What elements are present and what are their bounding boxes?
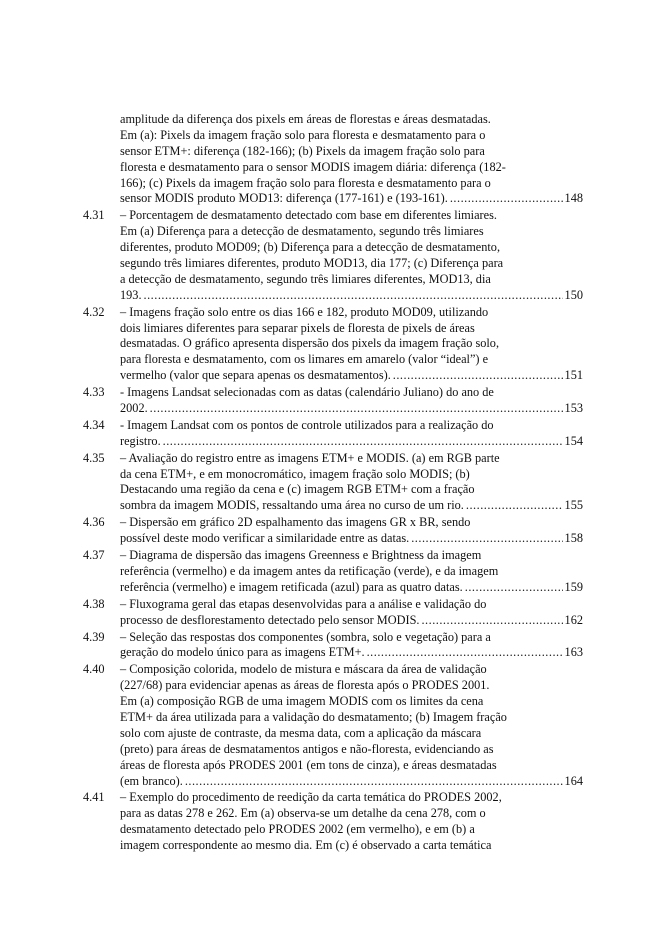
caption-line: - Imagem Landsat com os pontos de controle utilizados para a realização do — [120, 417, 494, 432]
caption-line: referência (vermelho) e imagem retificada (azul) para as quatro datas. — [120, 579, 463, 594]
figure-entry — [83, 630, 583, 662]
figure-number: 4.33 — [83, 385, 105, 400]
figure-entry — [83, 112, 583, 207]
caption-line: registro. — [120, 433, 161, 448]
caption-last-line — [120, 434, 583, 450]
dot-leader — [421, 613, 562, 629]
figure-entry — [83, 662, 583, 789]
caption-last-line — [120, 774, 583, 790]
caption-line: sensor ETM+: diferença (182-166); (b) Pixels da imagem fração solo para — [120, 143, 485, 158]
figure-entry — [83, 385, 583, 417]
figure-number: 4.34 — [83, 417, 105, 432]
page-number[interactable]: 163 — [564, 645, 583, 660]
figure-number: 4.38 — [83, 596, 105, 611]
figure-entry — [83, 790, 583, 854]
page-number[interactable]: 151 — [564, 368, 583, 383]
caption-last-line — [120, 580, 583, 596]
figure-number: 4.36 — [83, 515, 105, 530]
caption-line: para floresta e desmatamento, com os limares em amarelo (valor “ideal”) e — [120, 352, 489, 367]
caption-line: Em (a) composição RGB de uma imagem MODIS com os limites da cena — [120, 694, 484, 709]
figure-entry — [83, 597, 583, 629]
caption-line: sensor MODIS produto MOD13: diferença (177-161) e (193-161). — [120, 191, 448, 206]
dot-leader — [465, 580, 563, 596]
dot-leader — [393, 368, 563, 384]
caption-line: 2002. — [120, 401, 148, 416]
figure-entry — [83, 208, 583, 303]
figure-entry — [83, 548, 583, 596]
caption-line: 193. — [120, 287, 142, 302]
caption-last-line — [120, 288, 583, 304]
caption-line: – Seleção das respostas dos componentes (sombra, solo e vegetação) para a — [120, 629, 491, 644]
caption-line: – Dispersão em gráfico 2D espalhamento das imagens GR x BR, sendo — [120, 515, 471, 530]
caption-line: Em (a): Pixels da imagem fração solo para floresta e desmatamento para o — [120, 127, 486, 142]
caption-last-line — [120, 191, 583, 207]
dot-leader — [163, 434, 563, 450]
caption-line: 166); (c) Pixels da imagem fração solo para floresta e desmatamento para o — [120, 175, 491, 190]
figure-number: 4.40 — [83, 662, 105, 677]
caption-line: segundo três limiares diferentes, produto MOD13, dia 177; (c) Diferença para — [120, 256, 504, 271]
figure-number: 4.31 — [83, 208, 105, 223]
page-number[interactable]: 153 — [564, 401, 583, 416]
caption-last-line — [120, 498, 583, 514]
figure-number: 4.37 — [83, 548, 105, 563]
dot-leader — [150, 401, 563, 417]
dot-leader — [411, 531, 562, 547]
caption-line: possível deste modo verificar a similaridade entre as datas. — [120, 531, 410, 546]
dot-leader — [144, 288, 563, 304]
caption-last-line — [120, 645, 583, 661]
caption-line: para as datas 278 e 262. Em (a) observa-se um detalhe da cena 278, com o — [120, 806, 486, 821]
caption-line: solo com ajuste de contraste, da mesma data, com a aplicação da máscara — [120, 725, 482, 740]
caption-line: (preto) para áreas de desmatamentos antigos e não-floresta, evidenciando as — [120, 741, 494, 756]
caption-line: sombra da imagem MODIS, ressaltando uma área no curso de um rio. — [120, 498, 464, 513]
caption-line: desmatamento detectado pelo PRODES 2002 (em vermelho), e em (b) a — [120, 822, 475, 837]
figure-entry — [83, 515, 583, 547]
caption-line: Destacando uma região da cena e (c) imagem RGB ETM+ com a fração — [120, 482, 475, 497]
caption-line: referência (vermelho) e da imagem antes da retificação (verde), e da imagem — [120, 563, 499, 578]
caption-line: imagem correspondente ao mesmo dia. Em (c) é observado a carta temática — [120, 838, 492, 853]
caption-line: – Avaliação do registro entre as imagens ETM+ e MODIS. (a) em RGB parte — [120, 450, 500, 465]
caption-line: – Porcentagem de desmatamento detectado com base em diferentes limiares. — [120, 208, 497, 223]
caption-line: – Diagrama de dispersão das imagens Greenness e Brightness da imagem — [120, 548, 482, 563]
page-number[interactable]: 162 — [564, 612, 583, 627]
caption-line: amplitude da diferença dos pixels em áreas de florestas e áreas desmatadas. — [120, 112, 491, 126]
caption-line: ETM+ da área utilizada para a validação do desmatamento; (b) Imagem fração — [120, 709, 507, 724]
caption-line: floresta e desmatamento para o sensor MODIS imagem diária: diferença (182- — [120, 159, 506, 174]
caption-line: dois limiares diferentes para separar pixels de floresta de pixels de áreas — [120, 320, 475, 335]
caption-line: desmatadas. O gráfico apresenta dispersão dos pixels da imagem fração solo, — [120, 336, 500, 351]
caption-line: a detecção de desmatamento, segundo três limiares diferentes, MOD13, dia — [120, 271, 491, 286]
figure-number: 4.35 — [83, 450, 105, 465]
caption-line: processo de desflorestamento detectado pelo sensor MODIS. — [120, 612, 420, 627]
page-number[interactable]: 150 — [564, 287, 583, 302]
caption-last-line — [120, 368, 583, 384]
caption-line: - Imagens Landsat selecionadas com as datas (calendário Juliano) do ano de — [120, 385, 494, 400]
caption-line: (227/68) para evidenciar apenas as áreas de floresta após o PRODES 2001. — [120, 678, 490, 693]
caption-last-line — [120, 613, 583, 629]
page-number[interactable]: 164 — [564, 773, 583, 788]
figure-number: 4.32 — [83, 304, 105, 319]
caption-line: Em (a) Diferença para a detecção de desmatamento, segundo três limiares — [120, 224, 484, 239]
page-number[interactable]: 158 — [564, 531, 583, 546]
caption-last-line — [120, 401, 583, 417]
page-number[interactable]: 154 — [564, 433, 583, 448]
caption-line: (em branco). — [120, 773, 183, 788]
caption-line: – Composição colorida, modelo de mistura e máscara da área de validação — [120, 662, 487, 677]
caption-line: diferentes, produto MOD09; (b) Diferença para a detecção de desmatamento, — [120, 240, 501, 255]
figure-list — [83, 112, 583, 855]
caption-line: – Exemplo do procedimento de reedição da carta temática do PRODES 2002, — [120, 790, 502, 805]
caption-line: – Fluxograma geral das etapas desenvolvidas para a análise e validação do — [120, 596, 487, 611]
caption-line: da cena ETM+, e em monocromático, imagem fração solo MODIS; (b) — [120, 466, 470, 481]
figure-number: 4.39 — [83, 629, 105, 644]
dot-leader — [450, 191, 563, 207]
caption-line: – Imagens fração solo entre os dias 166 e 182, produto MOD09, utilizando — [120, 304, 489, 319]
figure-entry — [83, 305, 583, 384]
page-number[interactable]: 148 — [564, 191, 583, 206]
caption-line: áreas de floresta após PRODES 2001 (em tons de cinza), e áreas desmatadas — [120, 757, 497, 772]
figure-entry — [83, 451, 583, 515]
caption-line: geração do modelo único para as imagens ETM+. — [120, 645, 365, 660]
page-number[interactable]: 159 — [564, 579, 583, 594]
caption-line: vermelho (valor que separa apenas os desmatamentos). — [120, 368, 391, 383]
dot-leader — [367, 645, 563, 661]
dot-leader — [466, 498, 563, 514]
dot-leader — [185, 774, 563, 790]
page-number[interactable]: 155 — [564, 498, 583, 513]
caption-last-line — [120, 531, 583, 547]
figure-number: 4.41 — [83, 790, 105, 805]
figure-entry — [83, 418, 583, 450]
